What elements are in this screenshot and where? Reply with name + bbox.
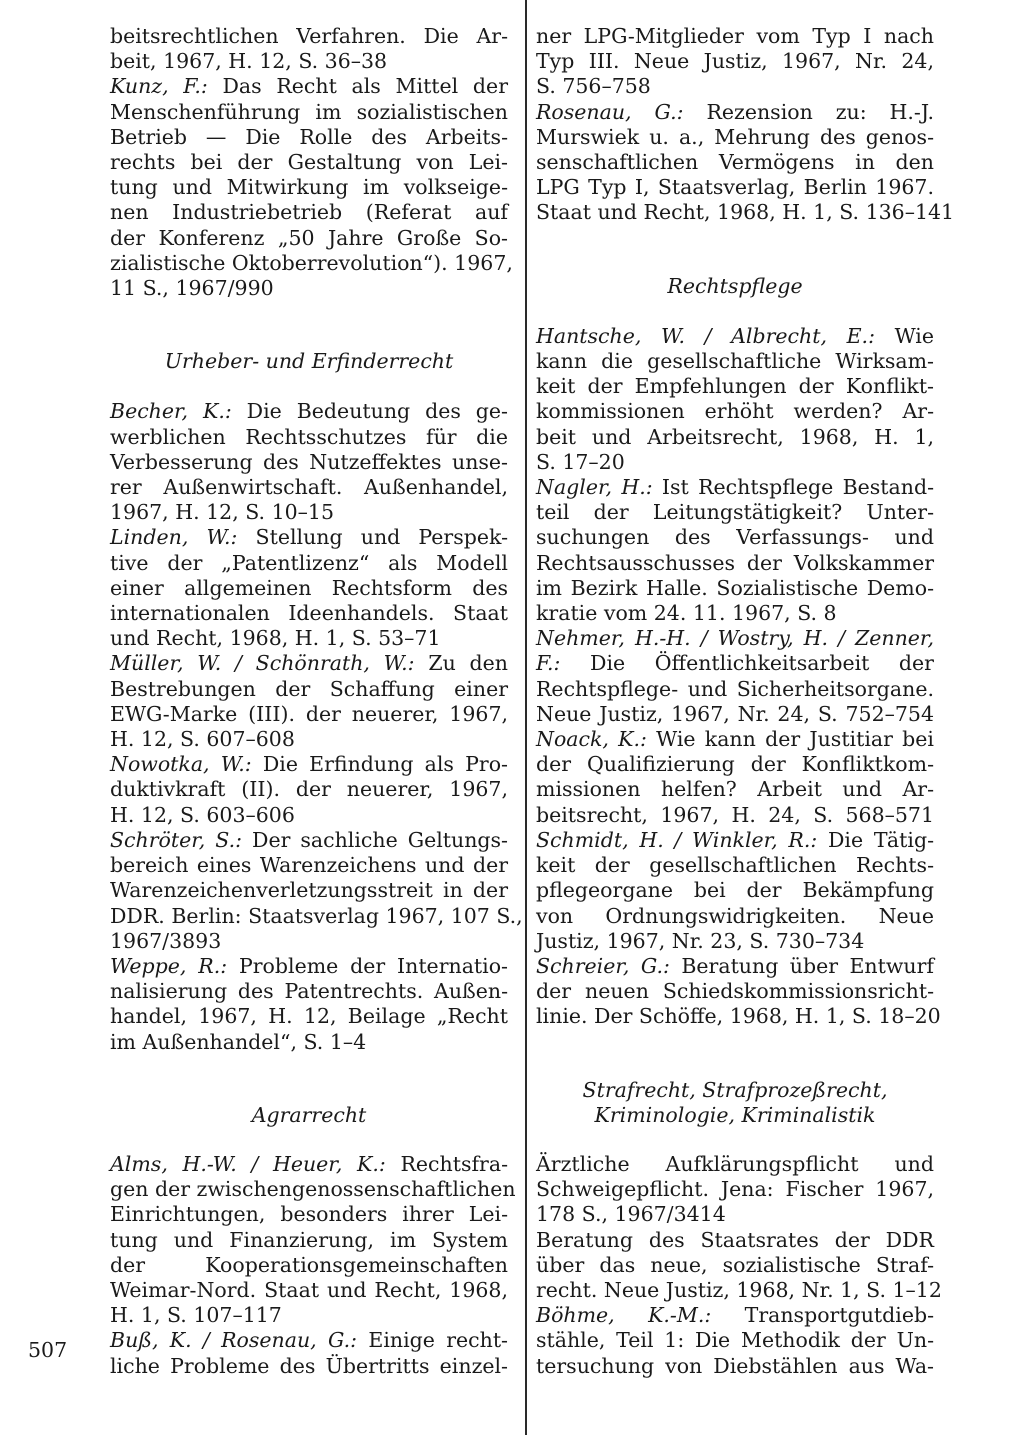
entry-text: Rechtsfra-: [385, 1151, 508, 1176]
text-line: zialistische Oktoberrevolution“). 1967,: [110, 250, 513, 275]
text-line: H. 12, S. 603–606: [110, 802, 295, 827]
entry-text: Beratung über Entwurf: [669, 953, 934, 978]
text-line: Typ III. Neue Justiz, 1967, Nr. 24,: [536, 49, 934, 74]
right-column: [536, 24, 955, 1379]
entry-author: Schreier, G.:: [536, 953, 670, 978]
text-line: senschaftlichen Vermögens in den: [536, 150, 934, 175]
text-line: linie. Der Schöffe, 1968, H. 1, S. 18–20: [536, 1004, 941, 1029]
entry-nagler: [536, 475, 934, 626]
entry-author: Kunz, F.:: [110, 74, 208, 99]
entry-alms: [110, 1151, 516, 1328]
text-line: 1967, H. 12, S. 10–15: [110, 500, 334, 525]
entry-author: F.:: [536, 651, 561, 676]
entry-linden: [110, 525, 508, 651]
entry-author: Schröter, S.:: [110, 827, 243, 852]
left-column: [110, 24, 523, 1379]
entry-author: Hantsche, W. / Albrecht, E.:: [536, 323, 875, 348]
entry-text: Rezension zu: H.-J.: [683, 99, 934, 124]
text-line: Justiz, 1967, Nr. 23, S. 730–734: [536, 928, 865, 953]
entry-author: Müller, W. / Schönrath, W.:: [110, 651, 415, 676]
entry-nowotka: [110, 752, 508, 828]
entry-text: Die Tätig-: [817, 827, 934, 852]
text-line: suchungen des Verfassungs- und: [536, 525, 934, 550]
text-line: Weimar-Nord. Staat und Recht, 1968,: [110, 1277, 508, 1302]
text-line: Rechtspflege- und Sicherheitsorgane.: [536, 676, 934, 701]
entry-text: Probleme der Internatio-: [227, 953, 508, 978]
text-line: Rechtsausschusses der Volkskammer: [536, 550, 934, 575]
entry-author: Buß, K. / Rosenau, G.:: [110, 1328, 358, 1353]
text-line: kommissionen erhöht werden? Ar-: [536, 399, 934, 424]
text-line: der Kooperationsgemeinschaften: [110, 1252, 508, 1277]
text-line: Menschenführung im sozialistischen: [110, 99, 508, 124]
text-line: nen Industriebetrieb (Referat auf: [110, 200, 508, 225]
text-line: Beratung des Staatsrates der DDR: [536, 1227, 934, 1252]
entry-text: Wie: [874, 323, 934, 348]
entry-author: Alms, H.-W. / Heuer, K.:: [110, 1151, 386, 1176]
text-line: Schweigepflicht. Jena: Fischer 1967,: [536, 1177, 934, 1202]
text-line: kratie vom 24. 11. 1967, S. 8: [536, 601, 837, 626]
text-line: H. 1, S. 107–117: [110, 1303, 282, 1328]
text-line: 1967/3893: [110, 928, 222, 953]
text-line: ner LPG-Mitglieder vom Typ I nach: [536, 24, 934, 48]
entry-author: Noack, K.:: [536, 727, 647, 752]
text-line: beit, 1967, H. 12, S. 36–38: [110, 49, 388, 74]
text-line: werblichen Rechtsschutzes für die: [110, 424, 508, 449]
entry-author: Linden, W.:: [110, 525, 238, 550]
text-line: tung und Finanzierung, im System: [110, 1227, 508, 1252]
text-line: 11 S., 1967/990: [110, 276, 274, 301]
text-line: nalisierung des Patentrechts. Außen-: [110, 979, 508, 1004]
text-line: handel, 1967, H. 12, Beilage „Recht: [110, 1004, 508, 1029]
text-line: H. 12, S. 607–608: [110, 727, 295, 752]
text-line: bereich eines Warenzeichens und der: [110, 853, 508, 878]
text-line: von Ordnungswidrigkeiten. Neue: [536, 903, 934, 928]
text-line: beit und Arbeitsrecht, 1968, H. 1,: [536, 424, 934, 449]
text-line: Bestrebungen der Schaffung einer: [110, 676, 508, 701]
text-line: pflegeorgane bei der Bekämpfung: [536, 878, 934, 903]
entry-text: Das Recht als Mittel der: [207, 74, 508, 99]
entry-text: Die Bedeutung des ge-: [231, 399, 508, 424]
entry-hantsche: [536, 324, 934, 475]
text-line: der Konferenz „50 Jahre Große So-: [110, 225, 508, 250]
entry-text: Der sachliche Geltungs-: [242, 827, 508, 852]
entry-text: Transportgutdieb-: [711, 1303, 934, 1328]
entry-beratung: [536, 1227, 942, 1304]
text-line: Neue Justiz, 1967, Nr. 24, S. 752–754: [536, 701, 934, 726]
entry-text: Stellung und Perspek-: [237, 525, 508, 550]
text-line: keit der gesellschaftlichen Rechts-: [536, 853, 934, 878]
text-line: missionen helfen? Arbeit und Ar-: [536, 777, 934, 802]
text-line: tive der „Patentlizenz“ als Modell: [110, 550, 508, 575]
text-line: beitsrecht, 1967, H. 24, S. 568–571: [536, 802, 934, 827]
entry-author: Nagler, H.:: [536, 475, 653, 500]
text-line: einer allgemeinen Rechtsform des: [110, 575, 508, 600]
entry-schmidt: [536, 828, 934, 954]
text-line: Warenzeichenverletzungsstreit in der: [110, 878, 508, 903]
entry-author: Böhme, K.-M.:: [536, 1303, 712, 1328]
section-heading-strafrecht: Strafrecht, Strafprozeßrecht,: [582, 1077, 888, 1102]
entry-text: Die Erfindung als Pro-: [251, 752, 508, 777]
text-line: beitsrechtlichen Verfahren. Die Ar-: [110, 24, 508, 48]
entry-nehmer: [536, 626, 934, 727]
text-line: Murswiek u. a., Mehrung des genos-: [536, 124, 934, 149]
entry-noack: [536, 727, 934, 828]
text-line: Ärztliche Aufklärungspflicht und: [536, 1151, 934, 1176]
section-heading-rechtspflege: Rechtspflege: [667, 273, 803, 298]
entry-text: Ist Rechtspflege Bestand-: [652, 475, 934, 500]
entry-boehme: [536, 1303, 934, 1379]
section-heading-kriminologie: Kriminologie, Kriminalistik: [594, 1102, 876, 1127]
text-line: rechts bei der Gestaltung von Lei-: [110, 150, 508, 175]
entry-author: Rosenau, G.:: [536, 99, 684, 124]
section-heading-agrar: Agrarrecht: [251, 1102, 367, 1127]
text-line: Staat und Recht, 1968, H. 1, S. 136–141: [536, 200, 955, 225]
text-line: duktivkraft (II). der neuerer, 1967,: [110, 777, 508, 802]
text-line: der neuen Schiedskommissionsricht-: [536, 979, 934, 1004]
entry-becher: [110, 399, 508, 525]
text-line: 178 S., 1967/3414: [536, 1202, 726, 1227]
entry-aerztliche: [536, 1152, 934, 1228]
text-line: kann die gesellschaftliche Wirksam-: [536, 349, 934, 374]
entry-text: Einige recht-: [357, 1328, 508, 1353]
text-line: rer Außenwirtschaft. Außenhandel,: [110, 475, 508, 500]
entry-author: Nowotka, W.:: [110, 752, 252, 777]
entry-author: Nehmer, H.-H. / Wostry, H. / Zenner,: [536, 626, 934, 651]
entry-rosenau: [536, 99, 955, 226]
text-line: internationalen Ideenhandels. Staat: [110, 601, 508, 626]
text-line: tersuchung von Diebstählen aus Wa-: [536, 1353, 934, 1378]
entry-schroeter: [110, 827, 523, 954]
text-line: Verbesserung des Nutzeffektes unse-: [110, 449, 508, 474]
text-line: S. 17–20: [536, 449, 625, 474]
text-line: und Recht, 1968, H. 1, S. 53–71: [110, 626, 441, 651]
entry-weppe: [110, 954, 508, 1055]
text-line: stähle, Teil 1: Die Methodik der Un-: [536, 1328, 934, 1353]
page-number: 507: [28, 1338, 68, 1362]
text-line: keit der Empfehlungen der Konflikt-: [536, 374, 934, 399]
text-line: gen der zwischengenossenschaftlichen: [110, 1177, 516, 1202]
text-line: LPG Typ I, Staatsverlag, Berlin 1967.: [536, 175, 934, 200]
entry-buss: [110, 1328, 508, 1378]
text-line: tung und Mitwirkung im volkseige-: [110, 175, 508, 200]
text-line: Einrichtungen, besonders ihrer Lei-: [110, 1202, 508, 1227]
entry-kunz: [110, 74, 513, 301]
text-line: der Qualifizierung der Konfliktkom-: [536, 752, 934, 777]
text-line: über das neue, sozialistische Straf-: [536, 1252, 934, 1277]
entry-text: Zu den: [414, 651, 509, 676]
entry-schreier: [536, 953, 941, 1030]
text-line: teil der Leitungstätigkeit? Unter-: [536, 500, 934, 525]
text-line: Betrieb — Die Rolle des Arbeits-: [110, 124, 508, 149]
entry-author: Weppe, R.:: [110, 953, 228, 978]
text-line: im Bezirk Halle. Sozialistische Demo-: [536, 575, 934, 600]
text-line: EWG-Marke (III). der neuerer, 1967,: [110, 701, 508, 726]
text-line: liche Probleme des Übertritts einzel-: [110, 1353, 508, 1378]
column-divider: [525, 0, 527, 1435]
entry-text: Wie kann der Justitiar bei: [646, 727, 934, 752]
entry-author: Schmidt, H. / Winkler, R.:: [536, 827, 818, 852]
section-heading-urheber: Urheber- und Erfinderrecht: [164, 349, 454, 374]
entry-author: Becher, K.:: [110, 399, 232, 424]
text-line: im Außenhandel“, S. 1–4: [110, 1029, 367, 1054]
entry-text: Die Öffentlichkeitsarbeit der: [560, 651, 934, 676]
text-line: recht. Neue Justiz, 1968, Nr. 1, S. 1–12: [536, 1277, 942, 1302]
text-line: S. 756–758: [536, 74, 651, 99]
entry-mueller: [110, 651, 508, 752]
text-line: DDR. Berlin: Staatsverlag 1967, 107 S.,: [110, 903, 523, 928]
